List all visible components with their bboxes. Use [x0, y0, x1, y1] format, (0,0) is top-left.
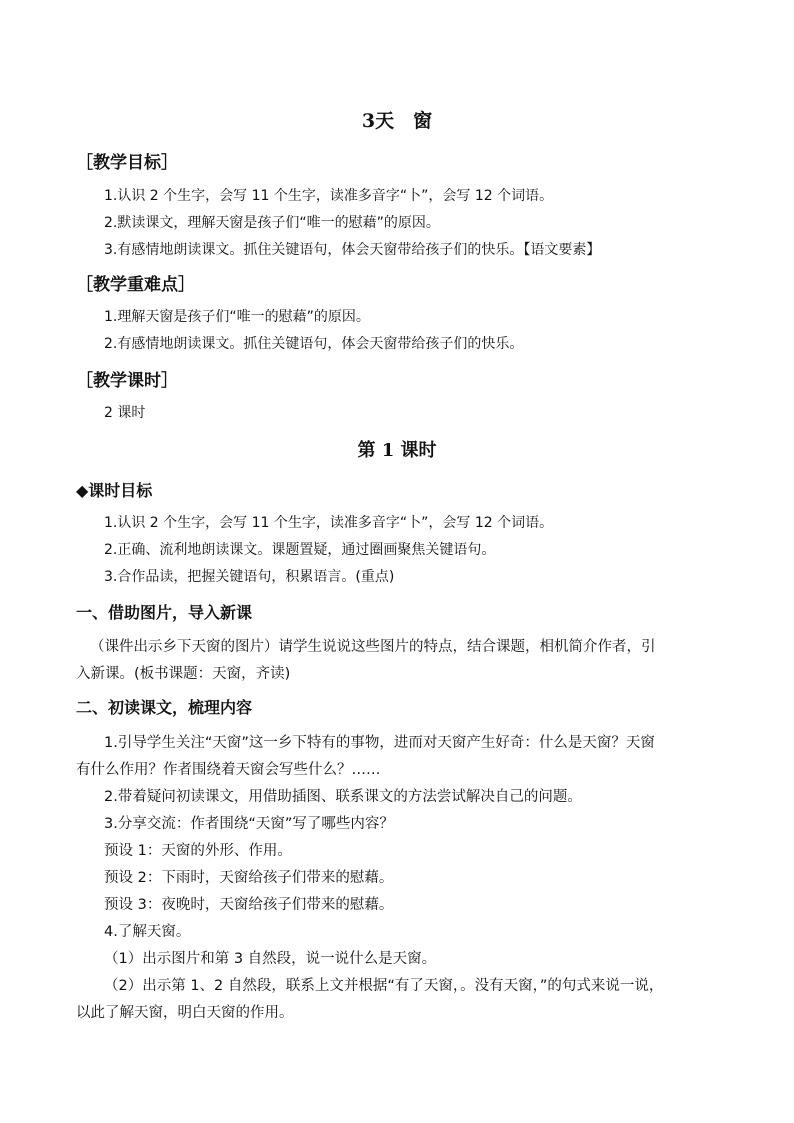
section-two-line: 预设 3：夜晚时，天窗给孩子们带来的慰藉。	[104, 897, 394, 913]
section-two-line: （1）出示图片和第 3 自然段，说一说什么是天窗。	[104, 951, 437, 967]
section-two-line: 预设 2：下雨时，天窗给孩子们带来的慰藉。	[104, 870, 394, 886]
teaching-goal-item: 2.默读课文，理解天窗是孩子们“唯一的慰藉”的原因。	[104, 215, 440, 231]
lesson-title: 第 1 课时	[357, 440, 437, 461]
section-two-line: 以此了解天窗，明白天窗的作用。	[76, 1005, 294, 1021]
key-point-item: 1.理解天窗是孩子们“唯一的慰藉”的原因。	[104, 309, 370, 325]
section-two-heading: 二、初读课文，梳理内容	[76, 698, 253, 717]
section-two-line: 3.分享交流：作者围绕“天窗”写了哪些内容？	[104, 816, 394, 832]
teaching-goal-item: 3.有感情地朗读课文。抓住关键语句，体会天窗带给孩子们的快乐。【语文要素】	[104, 242, 601, 258]
section-two-line: 预设 1：天窗的外形、作用。	[104, 843, 292, 859]
class-hours-value: 2 课时	[104, 405, 146, 421]
key-point-item: 2.有感情地朗读课文。抓住关键语句，体会天窗带给孩子们的快乐。	[104, 336, 524, 352]
section-two-line: （2）出示第 1、2 自然段，联系上文并根据“有了天窗，。没有天窗，”的句式来说一说，	[104, 978, 664, 994]
section-one-line: 入新课。(板书课题：天窗，齐读)	[76, 666, 291, 682]
class-hours-heading: ［教学课时］	[76, 371, 178, 391]
lesson-goal-item: 1.认识 2 个生字，会写 11 个生字，读准多音字“卜”，会写 12 个词语。	[104, 515, 554, 531]
lesson-goals-heading: ◆课时目标	[76, 481, 153, 500]
lesson-goal-item: 2.正确、流利地朗读课文。课题置疑，通过圈画聚焦关键语句。	[104, 542, 496, 558]
section-two-line: 4.了解天窗。	[104, 924, 191, 940]
section-two-line: 1.引导学生关注“天窗”这一乡下特有的事物，进而对天窗产生好奇：什么是天窗？天窗	[104, 735, 655, 751]
lesson-goal-item: 3.合作品读，把握关键语句，积累语言。(重点)	[104, 569, 395, 585]
document-title: 3天 窗	[361, 110, 433, 132]
section-one-line: （课件出示乡下天窗的图片）请学生说说这些图片的特点，结合课题，相机简介作者，引	[90, 639, 656, 655]
teaching-goal-item: 1.认识 2 个生字，会写 11 个生字，读准多音字“卜”，会写 12 个词语。	[104, 188, 554, 204]
section-two-line: 2.带着疑问初读课文，用借助插图、联系课文的方法尝试解决自己的问题。	[104, 789, 582, 805]
teaching-goals-heading: ［教学目标］	[76, 153, 178, 173]
key-points-heading: ［教学重难点］	[76, 275, 195, 295]
section-two-line: 有什么作用？作者围绕着天窗会写些什么？……	[76, 762, 381, 778]
section-one-heading: 一、借助图片，导入新课	[76, 603, 253, 622]
